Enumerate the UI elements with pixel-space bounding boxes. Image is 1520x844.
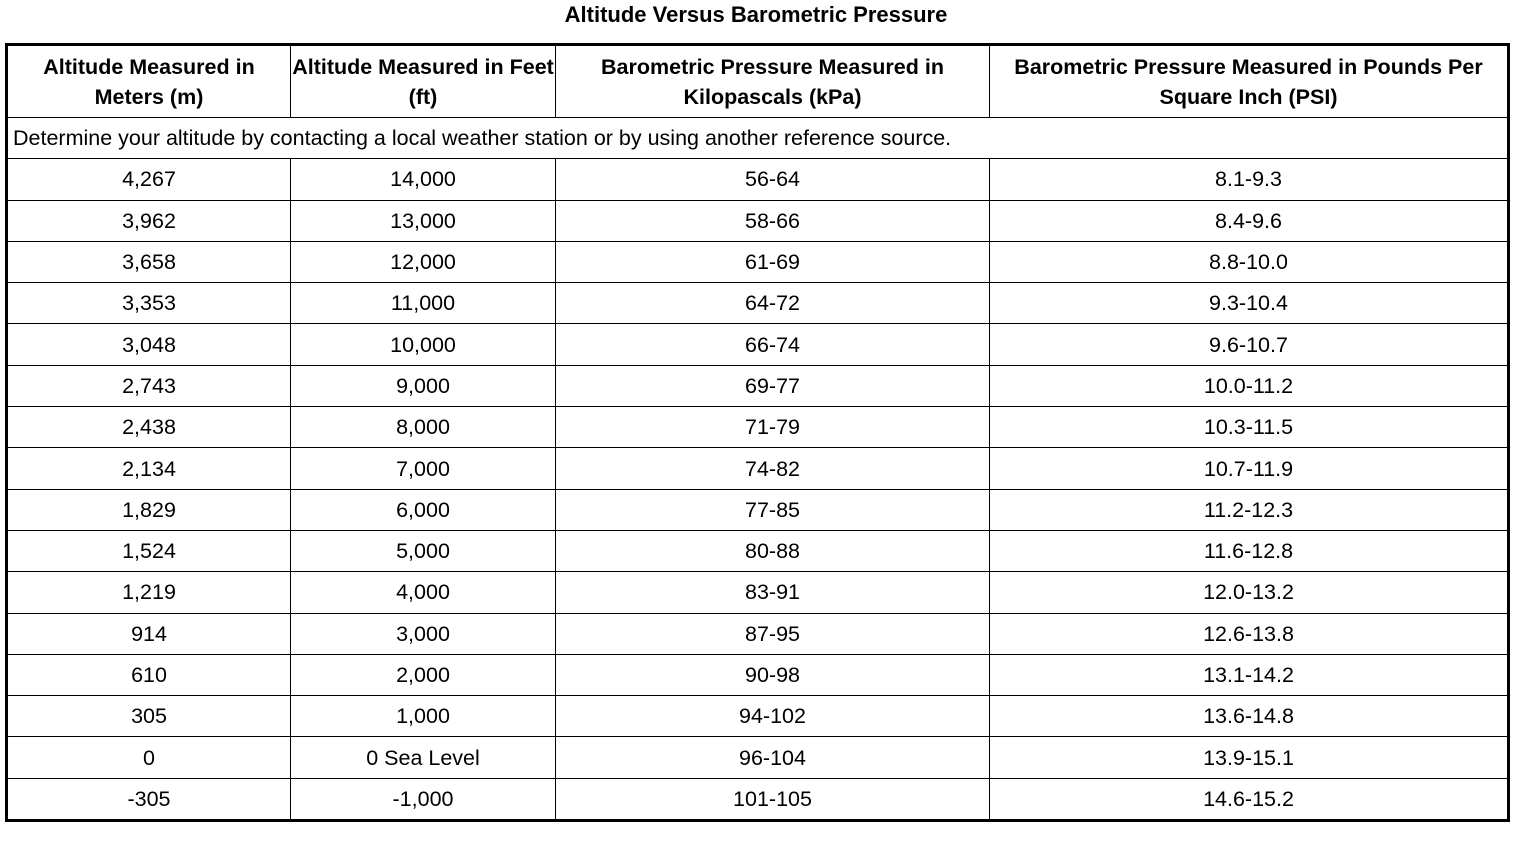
psi-cell: 9.3-10.4 bbox=[990, 283, 1509, 324]
table-row bbox=[7, 737, 1509, 778]
psi-cell: 14.6-15.2 bbox=[990, 778, 1509, 820]
meters-cell: 3,048 bbox=[7, 324, 291, 365]
psi-cell: 11.6-12.8 bbox=[990, 530, 1509, 571]
kpa-cell: 56-64 bbox=[556, 159, 990, 200]
table-row bbox=[7, 448, 1509, 489]
table-row bbox=[7, 572, 1509, 613]
psi-cell: 13.1-14.2 bbox=[990, 654, 1509, 695]
kpa-cell: 96-104 bbox=[556, 737, 990, 778]
feet-cell: 3,000 bbox=[291, 613, 556, 654]
meters-cell: 4,267 bbox=[7, 159, 291, 200]
feet-cell: 7,000 bbox=[291, 448, 556, 489]
psi-cell: 10.3-11.5 bbox=[990, 407, 1509, 448]
altitude-pressure-table bbox=[5, 43, 1510, 822]
feet-cell: 6,000 bbox=[291, 489, 556, 530]
meters-cell: 3,353 bbox=[7, 283, 291, 324]
kpa-cell: 83-91 bbox=[556, 572, 990, 613]
kpa-cell: 69-77 bbox=[556, 365, 990, 406]
meters-cell: 2,743 bbox=[7, 365, 291, 406]
psi-cell: 12.0-13.2 bbox=[990, 572, 1509, 613]
psi-cell: 11.2-12.3 bbox=[990, 489, 1509, 530]
kpa-cell: 90-98 bbox=[556, 654, 990, 695]
table-row bbox=[7, 489, 1509, 530]
feet-cell: 11,000 bbox=[291, 283, 556, 324]
meters-cell: 914 bbox=[7, 613, 291, 654]
header-meters: Altitude Measured in Meters (m) bbox=[7, 45, 291, 118]
meters-cell: 1,524 bbox=[7, 530, 291, 571]
table-row bbox=[7, 200, 1509, 241]
table-row bbox=[7, 159, 1509, 200]
header-psi: Barometric Pressure Measured in Pounds Per Square Inch (PSI) bbox=[990, 45, 1509, 118]
psi-cell: 10.0-11.2 bbox=[990, 365, 1509, 406]
table-title: Altitude Versus Barometric Pressure bbox=[564, 2, 948, 27]
feet-cell: 1,000 bbox=[291, 696, 556, 737]
feet-cell: 12,000 bbox=[291, 241, 556, 282]
feet-cell: 13,000 bbox=[291, 200, 556, 241]
header-kpa: Barometric Pressure Measured in Kilopascals (kPa) bbox=[556, 45, 990, 118]
table-row bbox=[7, 241, 1509, 282]
meters-cell: -305 bbox=[7, 778, 291, 820]
psi-cell: 10.7-11.9 bbox=[990, 448, 1509, 489]
kpa-cell: 80-88 bbox=[556, 530, 990, 571]
table-body bbox=[7, 118, 1509, 821]
meters-cell: 1,219 bbox=[7, 572, 291, 613]
psi-cell: 9.6-10.7 bbox=[990, 324, 1509, 365]
feet-cell: 2,000 bbox=[291, 654, 556, 695]
kpa-cell: 61-69 bbox=[556, 241, 990, 282]
feet-cell: -1,000 bbox=[291, 778, 556, 820]
kpa-cell: 87-95 bbox=[556, 613, 990, 654]
kpa-cell: 66-74 bbox=[556, 324, 990, 365]
meters-cell: 2,134 bbox=[7, 448, 291, 489]
psi-cell: 8.8-10.0 bbox=[990, 241, 1509, 282]
table-row bbox=[7, 613, 1509, 654]
table-row bbox=[7, 365, 1509, 406]
kpa-cell: 74-82 bbox=[556, 448, 990, 489]
note-text: Determine your altitude by contacting a local weather station or by using another reference source. bbox=[7, 118, 1509, 159]
psi-cell: 8.1-9.3 bbox=[990, 159, 1509, 200]
note-row bbox=[7, 118, 1509, 159]
meters-cell: 0 bbox=[7, 737, 291, 778]
feet-cell: 9,000 bbox=[291, 365, 556, 406]
kpa-cell: 64-72 bbox=[556, 283, 990, 324]
meters-cell: 1,829 bbox=[7, 489, 291, 530]
header-feet: Altitude Measured in Feet (ft) bbox=[291, 45, 556, 118]
table-row bbox=[7, 283, 1509, 324]
header-row bbox=[7, 45, 1509, 118]
psi-cell: 12.6-13.8 bbox=[990, 613, 1509, 654]
feet-cell: 0 Sea Level bbox=[291, 737, 556, 778]
feet-cell: 8,000 bbox=[291, 407, 556, 448]
table-row bbox=[7, 696, 1509, 737]
meters-cell: 610 bbox=[7, 654, 291, 695]
feet-cell: 4,000 bbox=[291, 572, 556, 613]
feet-cell: 5,000 bbox=[291, 530, 556, 571]
psi-cell: 13.6-14.8 bbox=[990, 696, 1509, 737]
meters-cell: 2,438 bbox=[7, 407, 291, 448]
meters-cell: 3,962 bbox=[7, 200, 291, 241]
kpa-cell: 77-85 bbox=[556, 489, 990, 530]
table-row bbox=[7, 654, 1509, 695]
psi-cell: 13.9-15.1 bbox=[990, 737, 1509, 778]
table-row bbox=[7, 407, 1509, 448]
kpa-cell: 71-79 bbox=[556, 407, 990, 448]
meters-cell: 305 bbox=[7, 696, 291, 737]
feet-cell: 10,000 bbox=[291, 324, 556, 365]
kpa-cell: 58-66 bbox=[556, 200, 990, 241]
table-row bbox=[7, 324, 1509, 365]
meters-cell: 3,658 bbox=[7, 241, 291, 282]
psi-cell: 8.4-9.6 bbox=[990, 200, 1509, 241]
feet-cell: 14,000 bbox=[291, 159, 556, 200]
kpa-cell: 101-105 bbox=[556, 778, 990, 820]
table-row bbox=[7, 778, 1509, 820]
table-row bbox=[7, 530, 1509, 571]
kpa-cell: 94-102 bbox=[556, 696, 990, 737]
